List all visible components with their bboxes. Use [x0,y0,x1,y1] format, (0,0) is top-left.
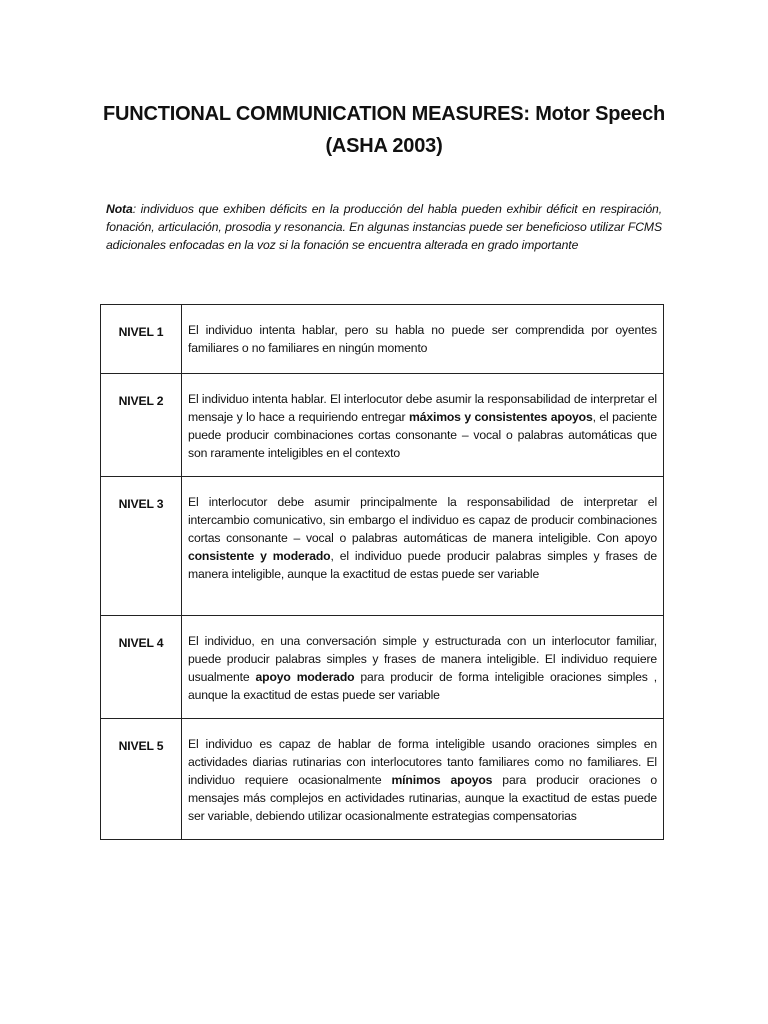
level-label: NIVEL 1 [101,305,182,374]
desc-segment: para producir oraciones o mensajes más complejos en actividades rutinarias, aunque la exactitud de estas puede ser variable, debiendo utilizar ocasionalmente estrategias compensatorias [188,773,658,823]
title-line-1: FUNCTIONAL COMMUNICATION MEASURES: Motor Speech [102,103,666,125]
table-row [101,477,664,616]
level-description [182,477,664,616]
desc-segment: El individuo intenta hablar. El interlocutor debe asumir la responsabilidad de interpretar el mensaje y lo hace a requiriendo entregar [188,392,657,424]
desc-segment: El individuo, en una conversación simple y estructurada con un interlocutor familiar, puede producir palabras simples y frases de manera inteligible. El individuo requiere usualmente [188,634,657,684]
table-row [101,719,664,840]
levels-table [100,304,664,840]
level-label: NIVEL 2 [101,374,182,477]
note-paragraph [106,200,662,254]
desc-segment: , el paciente puede producir combinaciones cortas consonante – vocal o palabras automáticas que son raramente inteligibles en el contexto [188,410,657,460]
level-label: NIVEL 4 [101,616,182,719]
title-line-2: (ASHA 2003) [325,135,443,157]
desc-segment-emphasis: mínimos apoyos [391,773,493,787]
desc-segment: , el individuo puede producir palabras simples y frases de manera inteligible, aunque la exactitud de estas puede ser variable [188,549,657,581]
level-description [182,719,664,840]
note-label: Nota [106,202,133,216]
level-description [182,305,664,374]
note-text: : individuos que exhiben déficits en la producción del habla pueden exhibir déficit en respiración, fonación, articulación, prosodia y resonancia. En algunas instancias puede ser beneficioso utilizar FCMS adicionales enfocadas en la voz si la fonación se encuentra alterada en grado importante [106,202,662,252]
document-title [100,98,668,162]
level-description [182,616,664,719]
desc-segment: El individuo intenta hablar, pero su habla no puede ser comprendida por oyentes familiares o no familiares en ningún momento [188,323,657,355]
level-label: NIVEL 5 [101,719,182,840]
table-row [101,374,664,477]
desc-segment: El individuo es capaz de hablar de forma inteligible usando oraciones simples en actividades diarias rutinarias con interlocutores tanto familiares como no familiares. El individuo requiere ocasionalmente [188,737,657,787]
table-row [101,616,664,719]
desc-segment-emphasis: apoyo moderado [255,670,355,684]
desc-segment: para producir de forma inteligible oraciones simples , aunque la exactitud de estas puede ser variable [188,670,657,702]
desc-segment-emphasis: máximos y consistentes apoyos [409,410,593,424]
desc-segment-emphasis: consistente y moderado [188,549,331,563]
desc-segment: El interlocutor debe asumir principalmente la responsabilidad de interpretar el intercambio comunicativo, sin embargo el individuo es capaz de producir combinaciones cortas consonante – vocal o palabras automáticas de manera inteligible. Con apoyo [188,495,657,545]
level-description [182,374,664,477]
table-row [101,305,664,374]
level-label: NIVEL 3 [101,477,182,616]
